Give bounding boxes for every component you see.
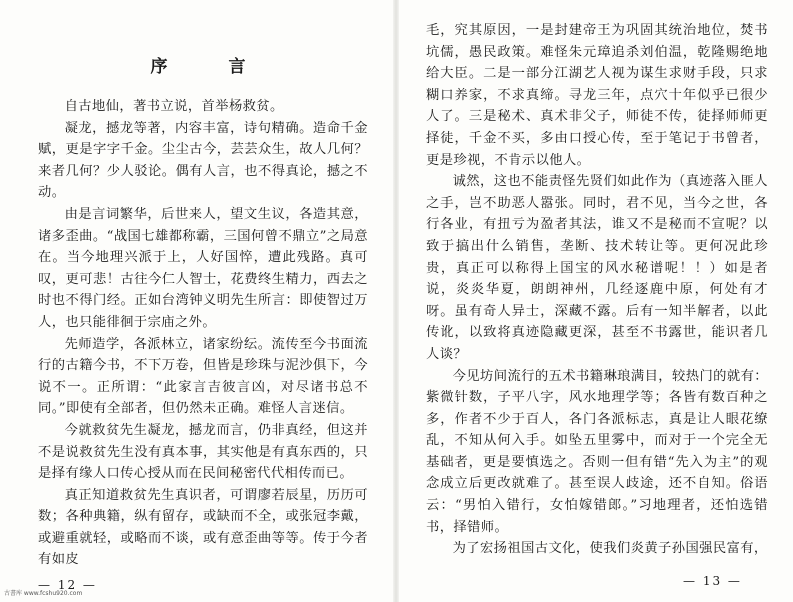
left-page [0, 0, 396, 602]
right-page [396, 0, 793, 602]
paragraph: 今见坊间流行的五术书籍琳琅满目，较热门的就有：紫微针数，子平八字，风水地理学等；各皆有数百种之多，作者不少于百人，各门各派标志，真是让人眼花缭乱，不知从何入手。如坠五里雾中，而对于一个完全无基础者，更是要慎选之。否则一但有错“先入为主”的观念成立后更改就难了。甚至误人歧途，还不自知。俗语云：“男怕入错行，女怕嫁错郎。”习地理者，还怕选错书，择错师。 [426, 368, 768, 535]
paragraph: 诚然，这也不能责怪先贤们如此作为（真迹落入匪人之手，岂不助恶人嚣张。同时，君不见，当今之世，各行各业，有扭亏为盈者其法，谁又不是秘而不宣呢？以致于搞出什么销售，垄断、技术转让等。更何况此珍贵，真正可以称得上国宝的风水秘谱呢！！）如是者说，炎炎华夏，朗朗神州，几经逐鹿中原，何处有才呀。虽有奇人异士，深藏不露。后有一知半解者，以此传讹，以致将真迹隐藏更深，甚至不书露世，能识者几人谈？ [426, 174, 768, 362]
left-body [38, 96, 368, 571]
paragraph: 凝龙，撼龙等著，内容丰富，诗句精确。造命千金赋，更是字字千金。尘尘古今，芸芸众生，故人几何？来者几何？少人驳论。偶有人言，也不得真论，撼之不动。 [38, 120, 368, 201]
paragraph: 毛，究其原因，一是封建帝王为巩固其统治地位，焚书坑儒，愚民政策。难怪朱元璋追杀刘伯温，乾隆赐绝地给大臣。二是一部分江湖艺人视为谋生求财手段，只求糊口养家，不求真缔。寻龙三年，点穴十年似乎已很少人了。三是秘术、真术非父子，师徒不传，徒择师师更择徒，千金不买，多由口授心传，至于笔记于书曾者，更是珍视，不肯示以他人。 [426, 23, 768, 168]
paragraph: 真正知道救贫先生真识者，可谓廖若辰星，历历可数；各种典籍，纵有留存，或缺而不全，或张冠李戴，或避重就轻，或略而不谈，或有意歪曲等等。传于今者有如皮 [38, 487, 368, 568]
paragraph: 为了宏扬祖国古文化，使我们炎黄子孙国强民富有， [452, 541, 768, 557]
paragraph: 今就救贫先生凝龙，撼龙而言，仍非真经，但这并不是说救贫先生没有真本事，其实他是有真东西的，只是择有缘人口传心授从而在民间秘密代代相传而已。 [38, 422, 368, 482]
right-body [426, 20, 768, 560]
paragraph: 自古地仙，著书立说，首举杨救贫。 [64, 99, 284, 114]
page-title: 序 言 [150, 57, 268, 77]
page-number: — 13 — [683, 574, 742, 588]
paragraph: 先师造学，各派林立，诸家纷纭。流传至今书面流行的古籍今书，不下万卷，但皆是珍珠与泥沙俱下，今说不一。正所谓：“此家言吉彼言凶，对尽诸书总不同。”即使有全部者，但仍然未正确。难怪人言迷信。 [38, 336, 368, 417]
paragraph: 由是言词繁华，后世来人，望文生议，各造其意，诸多歪曲。“战国七雄都称霸，三国何曾不鼎立”之局意在。当今地理兴派于上，人好国悴，遭此残路。真可叹，更可悲！古往今仁人智士，花费终生精力，西去之时也不得门经。正如台湾钟义明先生所言：即使智过万人，也只能徘徊于宗庙之外。 [38, 206, 368, 330]
site-watermark: 古書库 www.fcshu920.com [4, 590, 83, 597]
page-number: — 12 — [38, 578, 97, 592]
